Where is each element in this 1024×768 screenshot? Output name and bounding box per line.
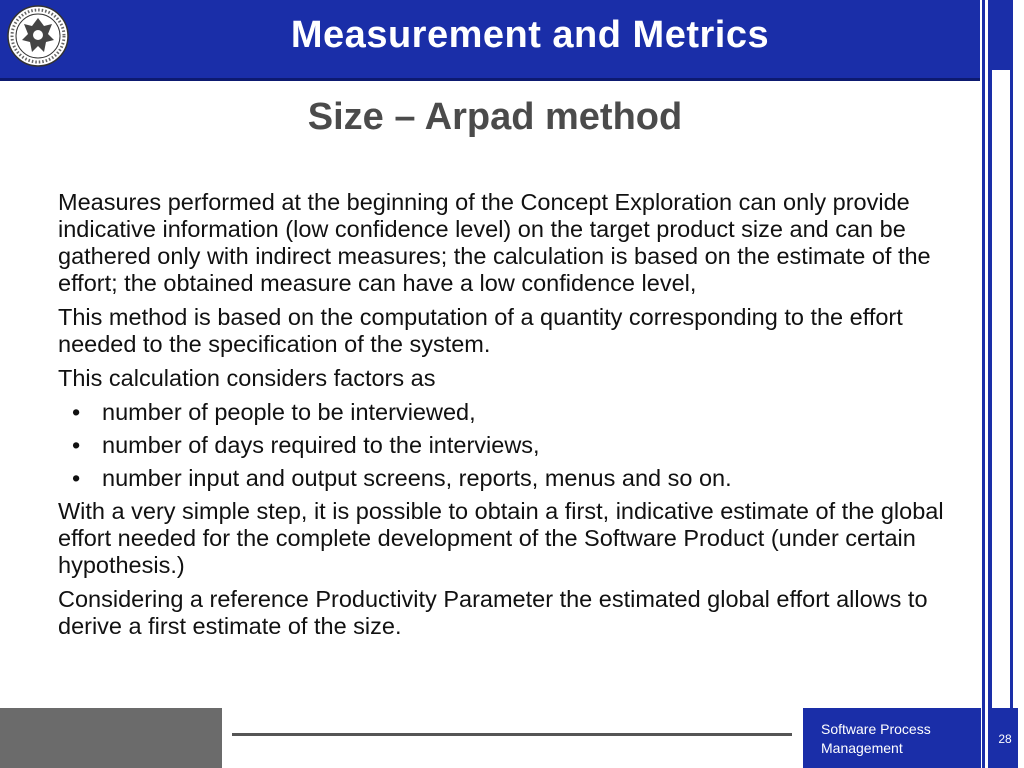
bullet-item: [58, 432, 978, 459]
footer-course-line: Management: [821, 740, 903, 756]
footer-divider: [232, 733, 792, 736]
bullet-dot: •: [72, 432, 81, 458]
slide-subtitle: Size – Arpad method: [307, 96, 683, 138]
bullet-text: number of people to be interviewed,: [102, 399, 476, 425]
right-edge-stripe: [1010, 0, 1013, 768]
slide-body: [58, 189, 978, 647]
bullet-dot: •: [72, 399, 81, 425]
footer-gray-block: [0, 708, 222, 768]
slide-header: [0, 0, 980, 81]
bullet-dot: •: [72, 465, 81, 491]
page-number: 28: [992, 708, 1018, 768]
body-paragraph: This method is based on the computation of a quantity corresponding to the effort needed to the specification of the system.: [58, 304, 903, 357]
header-title: Measurement and Metrics: [290, 14, 770, 56]
bullet-text: number of days required to the interviews,: [102, 432, 540, 458]
bullet-item: [58, 399, 978, 426]
footer-course-label: [803, 708, 981, 768]
body-paragraph: This calculation considers factors as: [58, 365, 436, 391]
bullet-item: [58, 465, 978, 492]
footer-course-line: Software Process: [821, 721, 931, 737]
body-paragraph: With a very simple step, it is possible to obtain a first, indicative estimate of the global effort needed for the complete development of the Software Product (under certain hypothesis.): [58, 498, 944, 578]
right-edge-block: [992, 0, 1010, 70]
body-paragraph: Measures performed at the beginning of the Concept Exploration can only provide indicative information (low confidence level) on the target product size and can be gathered only with indirect measures; the calculation is based on the estimate of the effort; the obtained measure can have a low confidence level,: [58, 189, 931, 296]
bullet-text: number input and output screens, reports, menus and so on.: [102, 465, 732, 491]
body-paragraph: Considering a reference Productivity Parameter the estimated global effort allows to derive a first estimate of the size.: [58, 586, 928, 639]
